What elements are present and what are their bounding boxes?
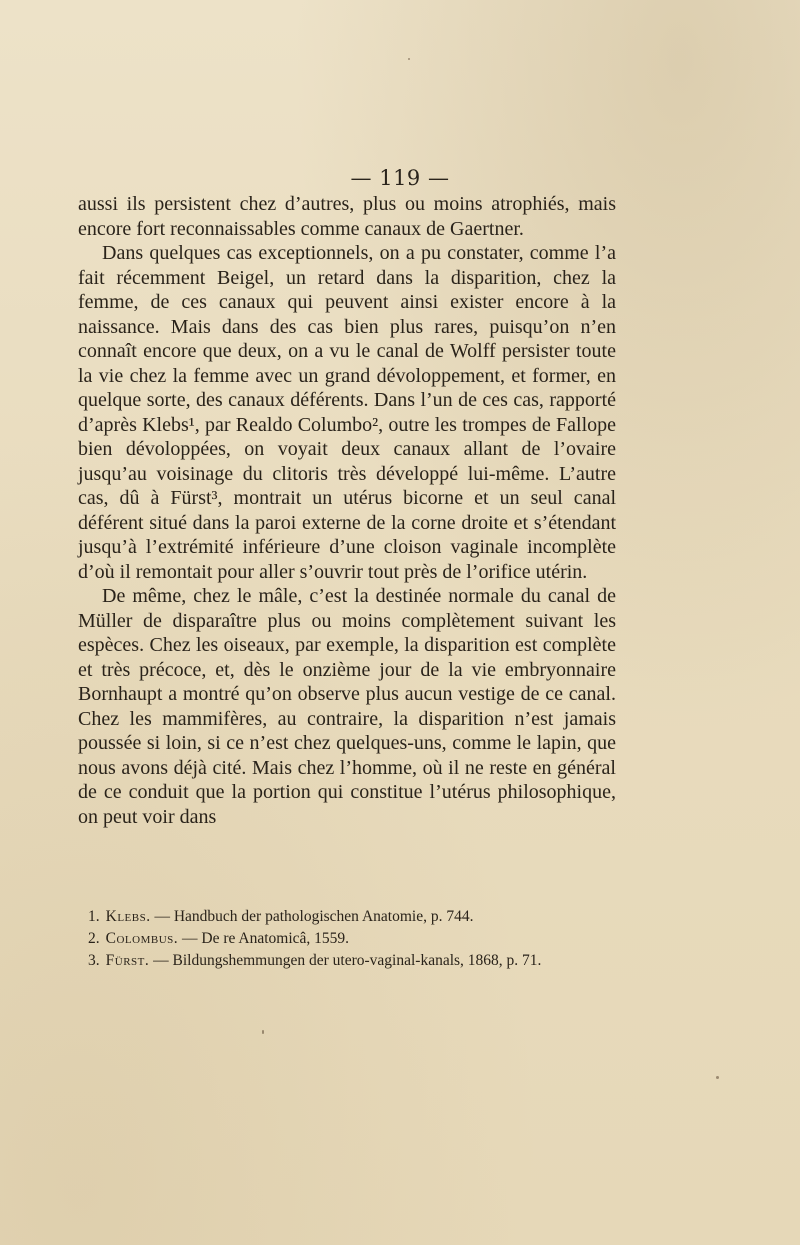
body-text [78, 192, 616, 829]
footnote-text: — Handbuch der pathologischen Anatomie, p. 744. [154, 908, 474, 925]
footnote-number: 3. [88, 952, 100, 969]
footnote-number: 1. [88, 908, 100, 925]
paper-speck [408, 58, 410, 60]
footnote-3 [88, 950, 708, 972]
footnote-author: Colombus. [105, 930, 179, 947]
footnote-text: — De re Anatomicâ, 1559. [182, 930, 350, 947]
footnote-1 [88, 906, 708, 928]
footnote-author: Klebs. [105, 908, 151, 925]
paragraph-1: aussi ils persistent chez d’autres, plus ou moins atrophiés, mais encore fort reconnaissables comme canaux de Gaertner. [78, 193, 616, 240]
paper-speck [262, 1030, 264, 1034]
page-number: — 119 — [350, 166, 450, 190]
paragraph-2: Dans quelques cas exceptionnels, on a pu constater, comme l’a fait récemment Beigel, un retard dans la disparition, chez la femme, de ces canaux qui peuvent ainsi exister encore à la naissance. Mais dans des cas bien plus rares, puisqu’on n’en connaît encore que deux, on a vu le canal de Wolff persister toute la vie chez la femme avec un grand dévoloppement, et former, en quelque sorte, des canaux déférents. Dans l’un de ces cas, rapporté d’après Klebs¹, par Realdo Columbo², outre les trompes de Fallope bien dévoloppées, on voyait deux canaux allant de l’ovaire jusqu’au voisinage du clitoris très développé lui-même. L’autre cas, dû à Fürst³, montrait un utérus bicorne et un seul canal déférent situé dans la paroi externe de la corne droite et s’étendant jusqu’à l’extrémité inférieure d’une cloison vaginale incomplète d’où il remontait pour aller s’ouvrir tout près de l’orifice utérin. [78, 242, 616, 583]
footnotes [88, 906, 708, 972]
footnote-2 [88, 928, 708, 950]
footnote-author: Fürst. [105, 952, 150, 969]
footnote-text: — Bildungshemmungen der utero-vaginal-kanals, 1868, p. 71. [153, 952, 542, 969]
paragraph-3: De même, chez le mâle, c’est la destinée normale du canal de Müller de disparaître plus ou moins complètement suivant les espèces. Chez les oiseaux, par exemple, la disparition est complète et très précoce, et, dès le onzième jour de la vie embryonnaire Bornhaupt a montré qu’on observe plus aucun vestige de ce canal. Chez les mammifères, au contraire, la disparition n’est jamais poussée si loin, si ce n’est chez quelques-uns, comme le lapin, que nous avons déjà cité. Mais chez l’homme, où il ne reste en général de ce conduit que la portion qui constitue l’utérus philosophique, on peut voir dans [78, 585, 616, 828]
paper-speck [716, 1076, 719, 1079]
footnote-number: 2. [88, 930, 100, 947]
